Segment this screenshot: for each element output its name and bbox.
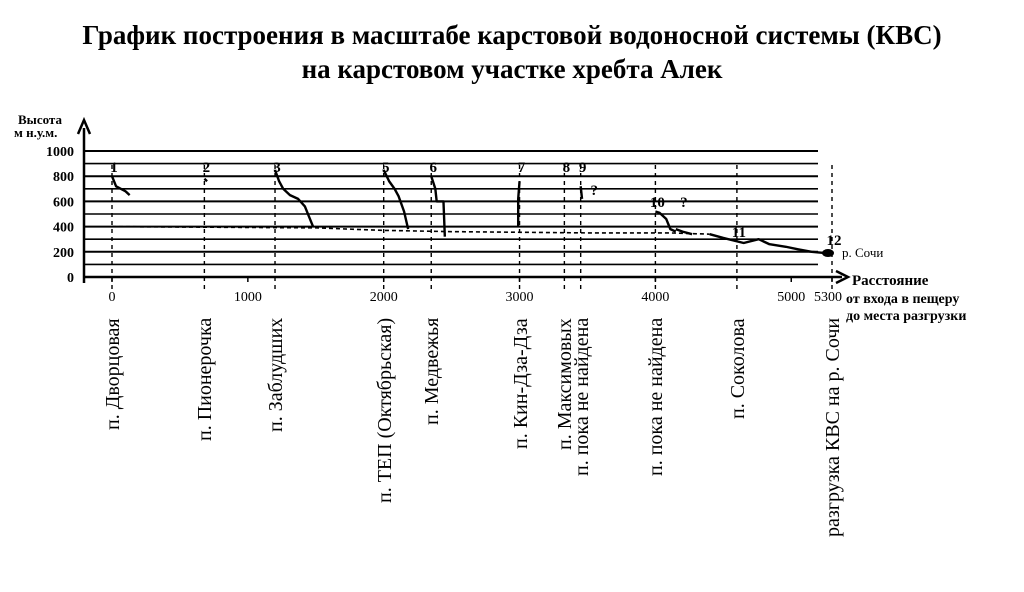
cave-number: 6 [429,160,437,176]
cave-profile-line [384,170,408,229]
x-tick-label: 3000 [505,290,534,305]
y-tick-label: 1000 [46,145,74,160]
cave-number: 9 [578,160,587,176]
x-tick-label: 5300 [814,290,842,305]
cave-profile-line [676,229,692,234]
y-tick-label: 600 [53,195,74,211]
y-axis-label: Высота [18,112,62,127]
x-tick-label: 4000 [641,290,670,305]
cave-number: ? [680,195,688,211]
cave-profile-line [204,179,207,182]
cave-name-label: п. Медвежья [421,317,444,425]
y-tick-label: 0 [67,271,74,286]
x-tick-label: 0 [108,290,116,305]
cave-profile-line [710,234,832,253]
cave-number: ? [590,183,598,199]
cave-profile-line [112,176,130,195]
cave-name-label: разгрузка КВС на р. Сочи [822,317,844,537]
x-tick-label: 5000 [777,290,806,305]
cave-name-label: п. Кин-Дза-Дза [509,318,532,449]
x-axis-sublabel-2: до места разгрузки [846,309,967,324]
cave-number: 3 [273,160,281,176]
cave-name-label: п. Заблудших [265,317,288,432]
cave-number: 12 [826,233,842,249]
main-flow-dashed-line [112,227,710,235]
cave-name-label: п. Пионерочка [194,317,217,441]
x-axis-sublabel-1: от входа в пещеру [846,292,960,307]
y-tick-label: 200 [53,245,74,261]
cave-number: 11 [731,225,746,241]
cave-name-label: п. ТЕП (Октябрьская) [373,317,396,503]
cave-number: 2 [202,160,211,176]
cave-name-label: п. пока не найдена [645,317,668,476]
title-line-2: на карстовом участке хребта Алек [301,54,723,84]
discharge-point-icon [822,249,834,257]
cave-name-label: п. Дворцовая [102,318,124,430]
y-axis-unit: м н.у.м. [14,125,58,140]
cave-number: 8 [562,160,571,176]
y-tick-label: 800 [53,170,74,186]
cave-profile-line [431,176,445,236]
cave-number: 5 [381,160,390,176]
title-line-1: График построения в масштабе карстовой водоносной системы (КВС) [82,20,942,50]
cave-number: 7 [517,160,526,176]
x-tick-label: 2000 [369,290,398,305]
cave-name-label: п. Максимовых [554,318,577,450]
x-tick-label: 1000 [233,290,262,305]
cave-profile-line [275,170,313,227]
cave-profile-line [518,181,519,226]
y-tick-label: 400 [53,220,74,236]
cave-profile-line [581,186,582,199]
cave-name-label: п. Соколова [726,318,749,419]
x-axis-label: Расстояние [852,273,929,289]
cave-number: 10 [649,195,665,211]
cave-name-label: п. пока не найдена [570,317,593,476]
river-label: р. Сочи [842,245,884,260]
cave-number: 1 [110,160,118,176]
